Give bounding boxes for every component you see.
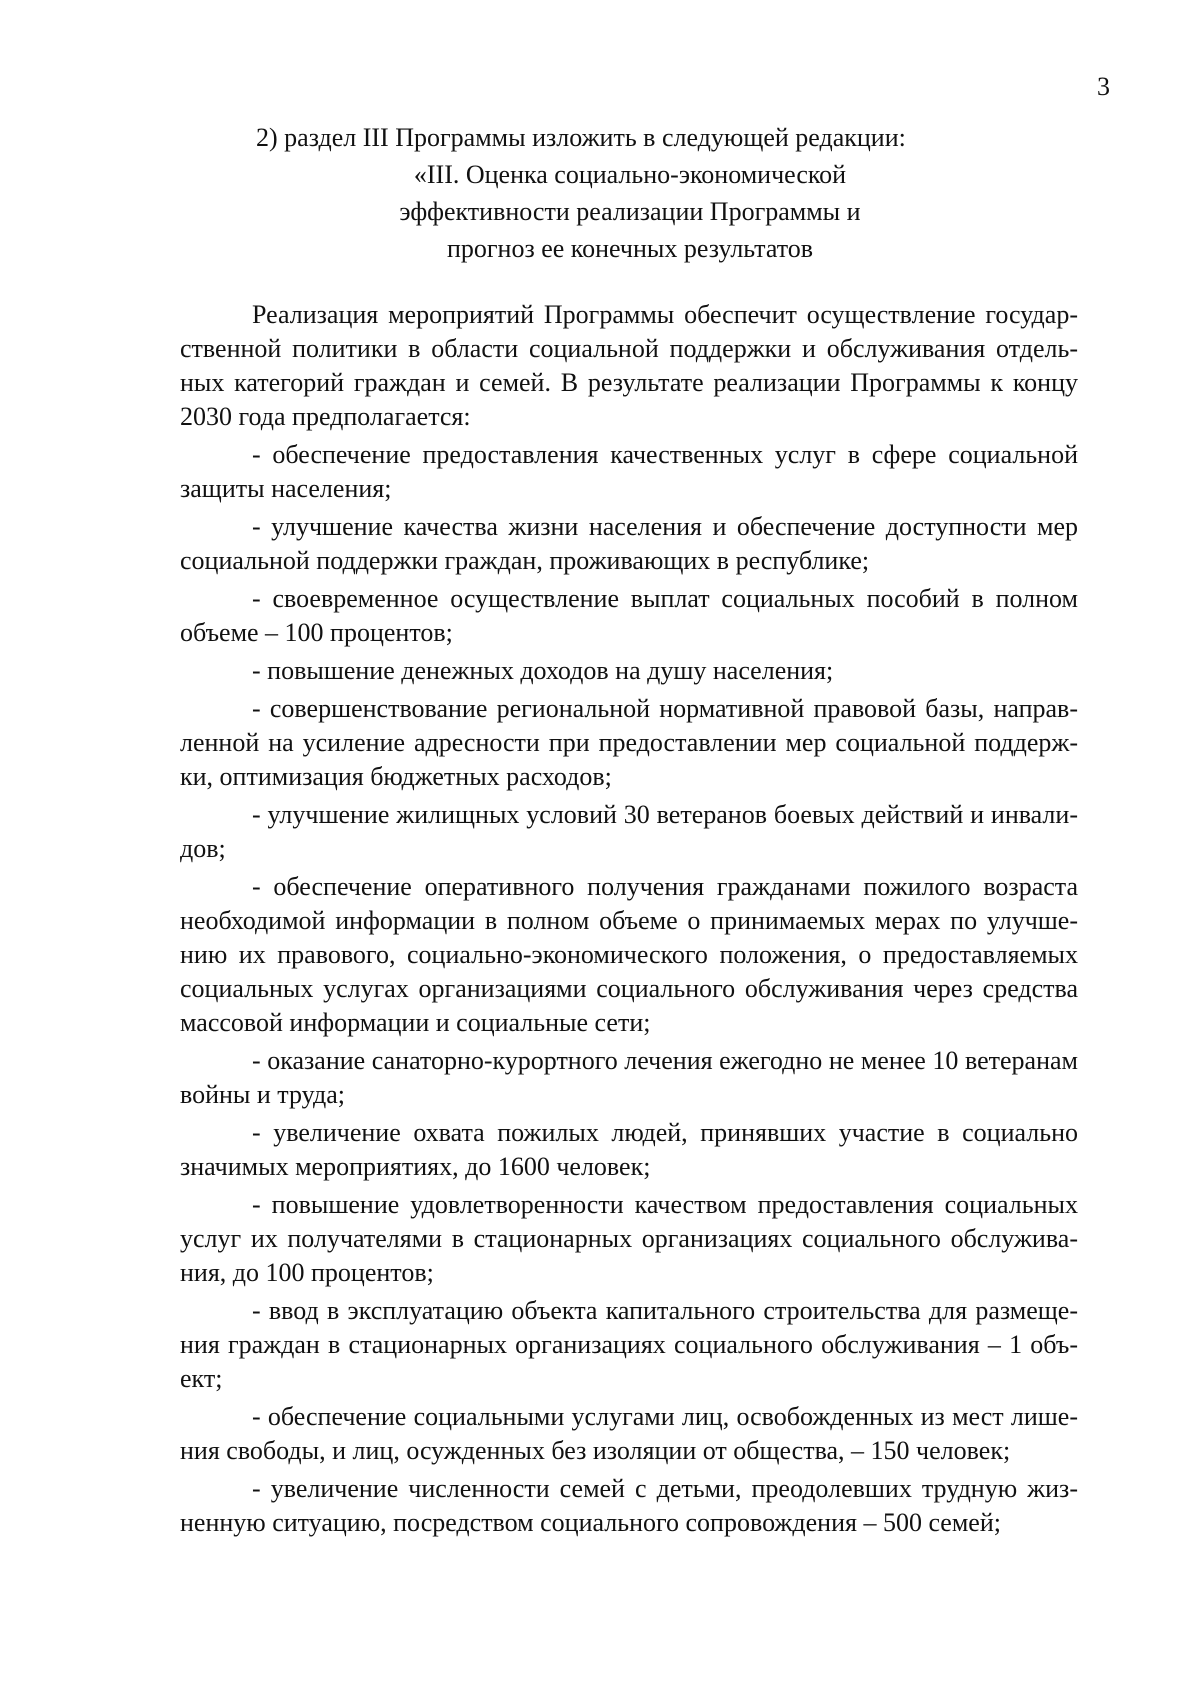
opening-paragraph: Реализация мероприятий Программы обеспечит осуществление государственной политики в области социальной поддержки и обслуживания отдельных категорий граждан и семей. В результате реализации Программы к концу 2030 года предполагается:	[180, 300, 1078, 431]
section-body	[180, 298, 1078, 1540]
list-item: - ввод в эксплуатацию объекта капитального строительства для размещения граждан в стационарных организациях социального обслуживания – 1 объект;	[180, 1296, 1078, 1393]
list-item: - улучшение жилищных условий 30 ветеранов боевых действий и инвалидов;	[180, 800, 1078, 863]
list-item: - оказание санаторно-курортного лечения ежегодно не менее 10 ветеранам войны и труда;	[180, 1046, 1078, 1109]
list-item: - повышение удовлетворенности качеством предоставления социальных услуг их получателями в стационарных организациях социального обслуживания, до 100 процентов;	[180, 1190, 1078, 1287]
list-item: - обеспечение оперативного получения гражданами пожилого возраста необходимой информации в полном объеме о принимаемых мерах по улучшению их правового, социально-экономического положения, о предоставляемых социальных услугах организациями социального обслуживания через средства массовой информации и социальные сети;	[180, 872, 1078, 1037]
list-item: - обеспечение социальными услугами лиц, освобожденных из мест лишения свободы, и лиц, осужденных без изоляции от общества, – 150 человек;	[180, 1402, 1078, 1465]
list-item: - своевременное осуществление выплат социальных пособий в полном объеме – 100 процентов;	[180, 584, 1078, 647]
section-heading-line-2: эффективности реализации Программы и	[399, 197, 861, 226]
list-item: - совершенствование региональной нормативной правовой базы, направленной на усиление адресности при предоставлении мер социальной поддержки, оптимизация бюджетных расходов;	[180, 694, 1078, 791]
section-heading-line-1: «III. Оценка социально-экономической	[413, 160, 847, 189]
amendment-intro: 2) раздел III Программы изложить в следующей редакции:	[256, 123, 906, 152]
list-item: - увеличение охвата пожилых людей, принявших участие в социально значимых мероприятиях, до 1600 человек;	[180, 1118, 1078, 1181]
page-number: 3	[1097, 72, 1110, 101]
list-item: - увеличение численности семей с детьми, преодолевших трудную жизненную ситуацию, посредством социального сопровождения – 500 семей;	[180, 1474, 1078, 1537]
list-item: - повышение денежных доходов на душу населения;	[252, 656, 834, 685]
list-item: - обеспечение предоставления качественных услуг в сфере социальной защиты населения;	[180, 440, 1078, 503]
list-item: - улучшение качества жизни населения и обеспечение доступности мер социальной поддержки граждан, проживающих в республике;	[180, 512, 1078, 575]
section-heading-line-3: прогноз ее конечных результатов	[446, 234, 814, 263]
